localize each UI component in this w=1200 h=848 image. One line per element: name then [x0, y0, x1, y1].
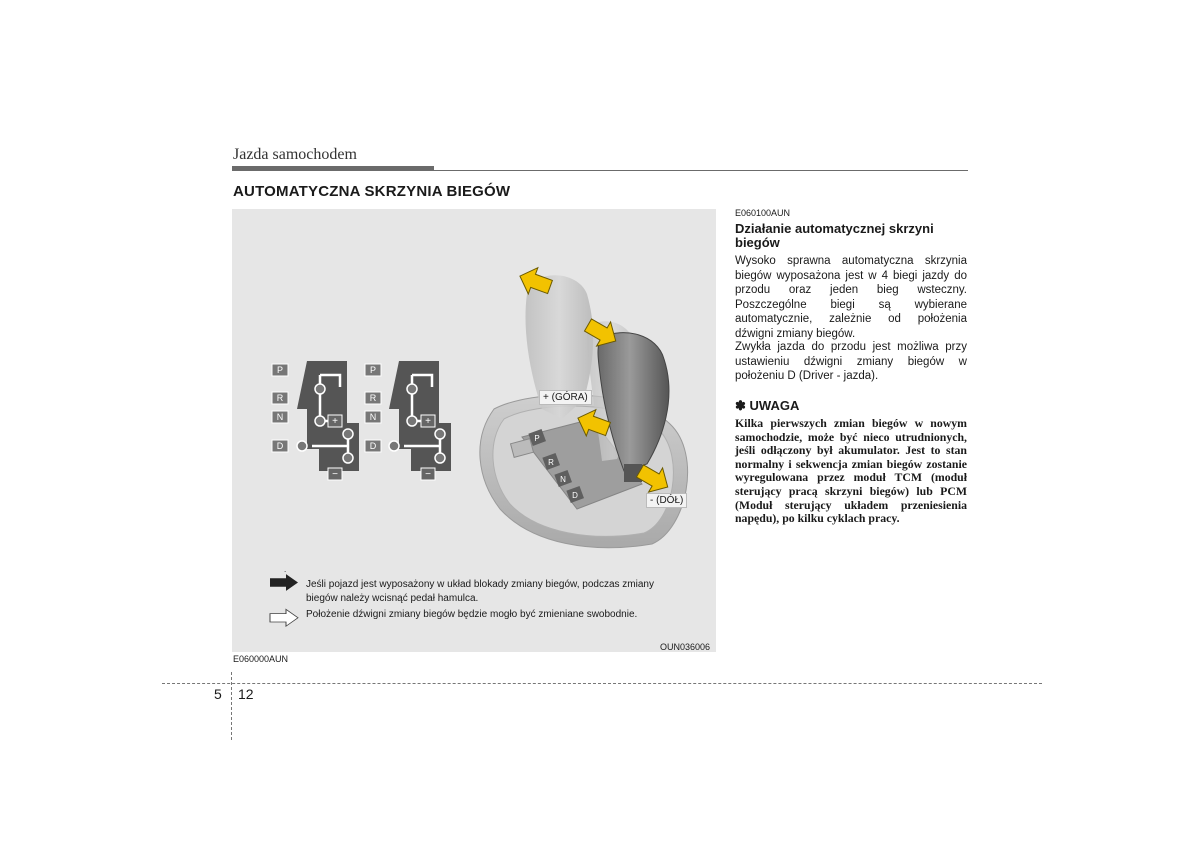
shift-gate-diagram-2: [365, 361, 451, 480]
section-title: AUTOMATYCZNA SKRZYNIA BIEGÓW: [233, 183, 511, 200]
console-label-p: P: [534, 434, 540, 443]
gate1-label-n: N: [276, 412, 284, 422]
gate2-label-p: P: [369, 365, 377, 375]
caption-dot: .: [284, 565, 287, 574]
console-label-d: D: [572, 491, 578, 500]
gate1-plus: +: [332, 416, 338, 427]
console-label-r: R: [548, 458, 554, 467]
right-subheading: Działanie automatycznej skrzyni biegów: [735, 221, 934, 250]
callout-down: - (DÓŁ): [646, 493, 687, 508]
gate2-minus: −: [425, 469, 431, 480]
figure-code-left: E060000AUN: [233, 654, 289, 664]
footer-vertical-divider: [231, 672, 232, 740]
header-rule: [232, 170, 968, 171]
gate1-minus: −: [332, 469, 338, 480]
footer-divider: [162, 683, 1042, 684]
gate2-label-d: D: [369, 441, 377, 451]
caption-2: Położenie dźwigni zmiany biegów będzie mogło być zmieniane swobodnie.: [306, 609, 638, 620]
arrow-outline-icon: [270, 609, 298, 626]
right-para-1: Wysoko sprawna automatyczna skrzynia biegów wyposażona jest w 4 biegi jazdy do przodu oraz jeden bieg wsteczny. Poszczególne biegi są wybierane automatycznie, zależnie od położenia dźwigni zmiany biegów.: [735, 255, 967, 340]
gate1-label-r: R: [276, 393, 284, 403]
figure-code-right: OUN036006: [660, 642, 711, 652]
shift-lever-figure: [232, 209, 716, 652]
caption-1: Jeśli pojazd jest wyposażony w układ blokady zmiany biegów, podczas zmiany biegów należy wcisnąć pedał hamulca.: [306, 579, 654, 604]
shift-gate-diagram-1: [272, 361, 359, 480]
gate1-label-p: P: [276, 365, 284, 375]
gate2-plus: +: [425, 416, 431, 427]
console-label-n: N: [560, 475, 566, 484]
right-code: E060100AUN: [735, 208, 791, 218]
chapter-header: Jazda samochodem: [233, 146, 357, 163]
gate1-label-d: D: [276, 441, 284, 451]
page-number: 12: [238, 686, 254, 702]
right-para-2: Zwykła jazda do przodu jest możliwa przy ustawieniu dźwigni zmiany biegów w położeniu D (Driver - jazda).: [735, 341, 967, 382]
callout-up: + (GÓRA): [539, 390, 592, 405]
arrow-solid-icon: [270, 574, 298, 591]
warning-title: ✽ UWAGA: [735, 398, 800, 413]
warning-text: Kilka pierwszych zmian biegów w nowym samochodzie, może być nieco utrudnionych, jeśli odłączony był akumulator. Jest to stan normalny i sekwencja zmian biegów zostanie wyregulowana przez moduł TCM (moduł sterujący pracą skrzyni biegów) lub PCM (Moduł sterujący układem przeniesienia napędu), po kilku cyklach pracy.: [735, 416, 967, 526]
gate2-label-n: N: [369, 412, 377, 422]
gate2-label-r: R: [369, 393, 377, 403]
chapter-number: 5: [214, 686, 222, 702]
